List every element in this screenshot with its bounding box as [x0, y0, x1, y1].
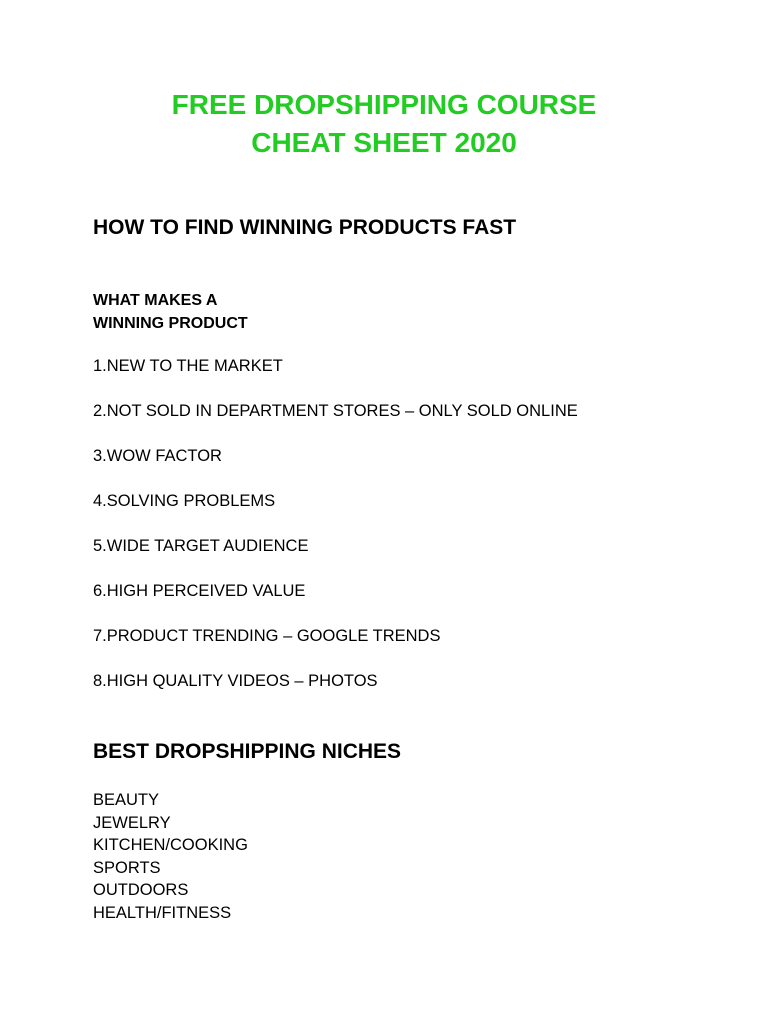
niches-list [93, 789, 248, 924]
criteria-item: 8.HIGH QUALITY VIDEOS – PHOTOS [93, 672, 378, 690]
niche-item: KITCHEN/COOKING [93, 836, 248, 854]
criteria-item: 6.HIGH PERCEIVED VALUE [93, 582, 306, 600]
winning-product-criteria-list [93, 355, 578, 715]
subheading-line-1: WHAT MAKES A [93, 292, 218, 309]
niche-item: SPORTS [93, 858, 161, 877]
section-heading-find-products: HOW TO FIND WINNING PRODUCTS FAST [93, 216, 517, 239]
niche-item: OUTDOORS [93, 881, 189, 899]
document-title-line-1: FREE DROPSHIPPING COURSE [171, 89, 597, 120]
criteria-item: 7.PRODUCT TRENDING – GOOGLE TRENDS [93, 627, 441, 645]
document-title-line-2: CHEAT SHEET 2020 [251, 127, 517, 158]
niche-item: JEWELRY [93, 813, 171, 832]
criteria-item: 5.WIDE TARGET AUDIENCE [93, 537, 309, 555]
subheading-winning-product [93, 289, 248, 335]
subheading-line-2: WINNING PRODUCT [93, 315, 248, 332]
criteria-item: 2.NOT SOLD IN DEPARTMENT STORES – ONLY SOLD ONLINE [93, 402, 578, 420]
niche-item: HEALTH/FITNESS [93, 903, 232, 922]
niche-item: BEAUTY [93, 791, 160, 809]
criteria-item: 4.SOLVING PROBLEMS [93, 492, 276, 510]
criteria-item: 1.NEW TO THE MARKET [93, 357, 283, 375]
criteria-item: 3.WOW FACTOR [93, 447, 222, 465]
section-heading-niches: BEST DROPSHIPPING NICHES [93, 740, 402, 763]
